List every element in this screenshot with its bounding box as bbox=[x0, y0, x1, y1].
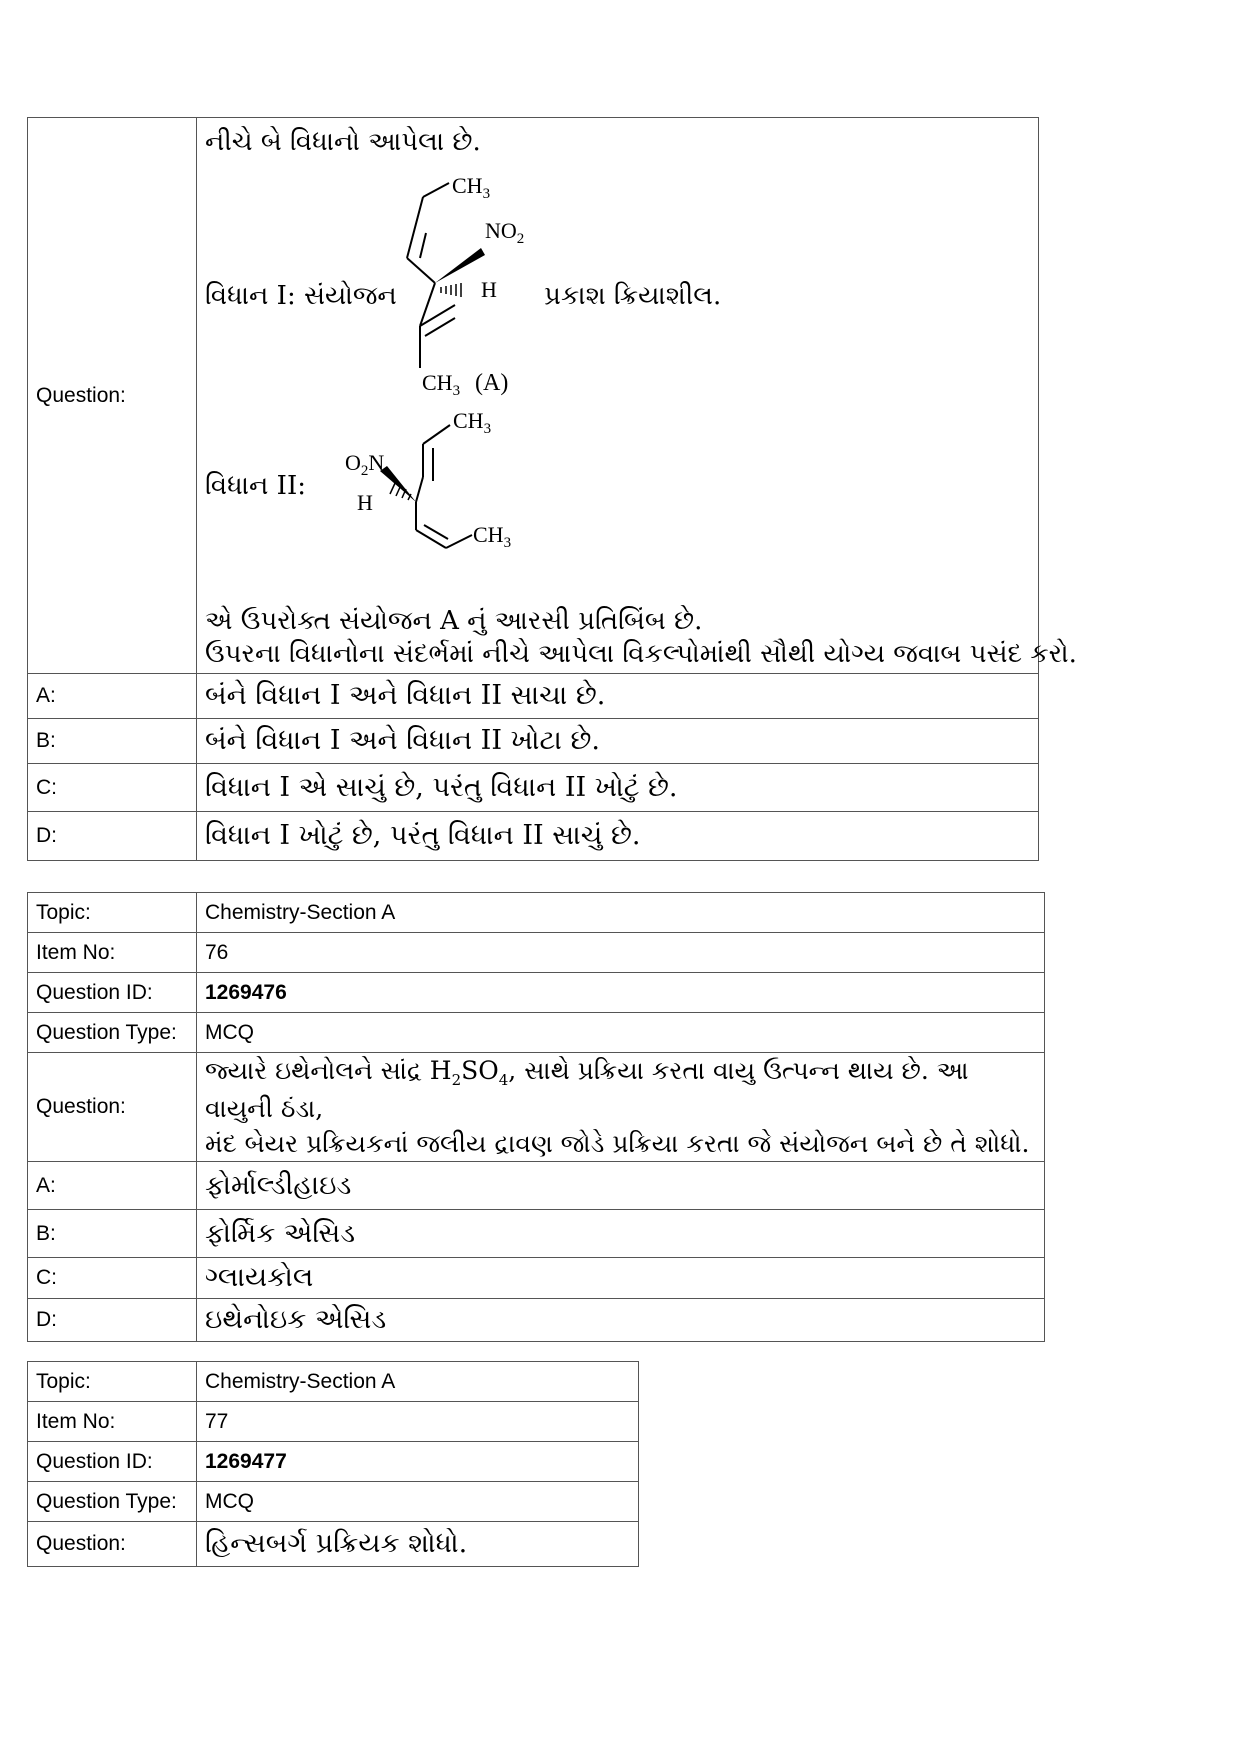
ch3-top-label: $CH_3$ bbox=[452, 173, 491, 202]
instruction-text: ઉપરના વિધાનોના સંદર્ભમાં નીચે આપેલા વિકલ્પોમાંથી સૌથી યોગ્ય જવાબ પસંદ કરો. bbox=[205, 639, 1077, 669]
option-label: C: bbox=[28, 764, 197, 812]
question-type-value: MCQ bbox=[197, 1013, 1045, 1053]
option-d-text: વિધાન I ખોટું છે, પરંતુ વિધાન II સાચું છે. bbox=[197, 812, 1039, 861]
topic-value: Chemistry-Section A bbox=[197, 1362, 639, 1402]
question-id-label: Question ID: bbox=[28, 973, 197, 1013]
option-label: D: bbox=[28, 1299, 197, 1342]
item-no-value: 76 bbox=[197, 933, 1045, 973]
option-label: B: bbox=[28, 1210, 197, 1258]
item-no-label: Item No: bbox=[28, 1402, 197, 1442]
question-line-2: મંદ બેયર પ્રક્રિયકનાં જલીય દ્રાવણ જોડે પ્રક્રિયા કરતા જે સંયોજન બને છે તે શોધો. bbox=[205, 1129, 1030, 1158]
ch3-top-label: $CH_3$ bbox=[453, 408, 492, 437]
option-label: D: bbox=[28, 812, 197, 861]
option-label: A: bbox=[28, 674, 197, 719]
question-id-value: 1269476 bbox=[197, 973, 1045, 1013]
option-a-text: બંને વિધાન I અને વિધાન II સાચા છે. bbox=[197, 674, 1039, 719]
question-type-value: MCQ bbox=[197, 1482, 639, 1522]
question-label: Question: bbox=[28, 1522, 197, 1567]
question-line-1: જ્યારે ઇથેનોલને સાંદ્ર $H_2SO_4$, સાથે પ્રક્રિયા કરતા વાયુ ઉત્પન્ન થાય છે. આ વાયુની ઠંડા, bbox=[205, 1056, 969, 1123]
option-b-text: ફોર્મિક એસિડ bbox=[197, 1210, 1045, 1258]
statement-1-suffix: પ્રકાશ ક્રિયાશીલ. bbox=[544, 281, 722, 311]
question-id-value: 1269477 bbox=[197, 1442, 639, 1482]
no2-label: $NO_2$ bbox=[485, 218, 525, 247]
question-type-label: Question Type: bbox=[28, 1482, 197, 1522]
h-label: H bbox=[357, 490, 373, 515]
option-label: A: bbox=[28, 1162, 197, 1210]
question-77-table bbox=[27, 1361, 639, 1567]
topic-label: Topic: bbox=[28, 893, 197, 933]
question-77-text: હિન્સબર્ગ પ્રક્રિયક શોધો. bbox=[197, 1522, 639, 1567]
statement-2-text: એ ઉપરોક્ત સંયોજન A નું આરસી પ્રતિબિંબ છે. bbox=[205, 606, 703, 636]
question-75-body bbox=[197, 118, 1077, 674]
topic-label: Topic: bbox=[28, 1362, 197, 1402]
question-75-table bbox=[27, 117, 1077, 861]
question-label: Question: bbox=[28, 1053, 197, 1162]
item-no-value: 77 bbox=[197, 1402, 639, 1442]
mirror-image-structure bbox=[303, 398, 523, 563]
topic-value: Chemistry-Section A bbox=[197, 893, 1045, 933]
option-label: C: bbox=[28, 1258, 197, 1299]
item-no-label: Item No: bbox=[28, 933, 197, 973]
ch3-bottom-label: $CH_3$ bbox=[422, 370, 461, 398]
o2n-label: $O_2N$ bbox=[345, 450, 385, 479]
ch3-bottom-label: $CH_3$ bbox=[473, 522, 512, 551]
option-b-text: બંને વિધાન I અને વિધાન II ખોટા છે. bbox=[197, 719, 1039, 764]
option-c-text: વિધાન I એ સાચું છે, પરંતુ વિધાન II ખોટું છે. bbox=[197, 764, 1039, 812]
option-a-text: ફોર્માલ્ડીહાઇડ bbox=[197, 1162, 1045, 1210]
h-label: H bbox=[481, 277, 497, 302]
question-label: Question: bbox=[28, 118, 197, 674]
statement-2-prefix: વિધાન II: bbox=[205, 471, 306, 501]
compound-a-label: (A) bbox=[475, 370, 509, 396]
option-label: B: bbox=[28, 719, 197, 764]
compound-a-structure bbox=[357, 173, 557, 398]
option-c-text: ગ્લાયકોલ bbox=[197, 1258, 1045, 1299]
question-76-table bbox=[27, 892, 1045, 1342]
question-intro: નીચે બે વિધાનો આપેલા છે. bbox=[205, 127, 481, 157]
question-type-label: Question Type: bbox=[28, 1013, 197, 1053]
statement-1-prefix: વિધાન I: સંયોજન bbox=[205, 281, 397, 311]
question-id-label: Question ID: bbox=[28, 1442, 197, 1482]
question-76-text bbox=[197, 1053, 1045, 1162]
option-d-text: ઇથેનોઇક એસિડ bbox=[197, 1299, 1045, 1342]
